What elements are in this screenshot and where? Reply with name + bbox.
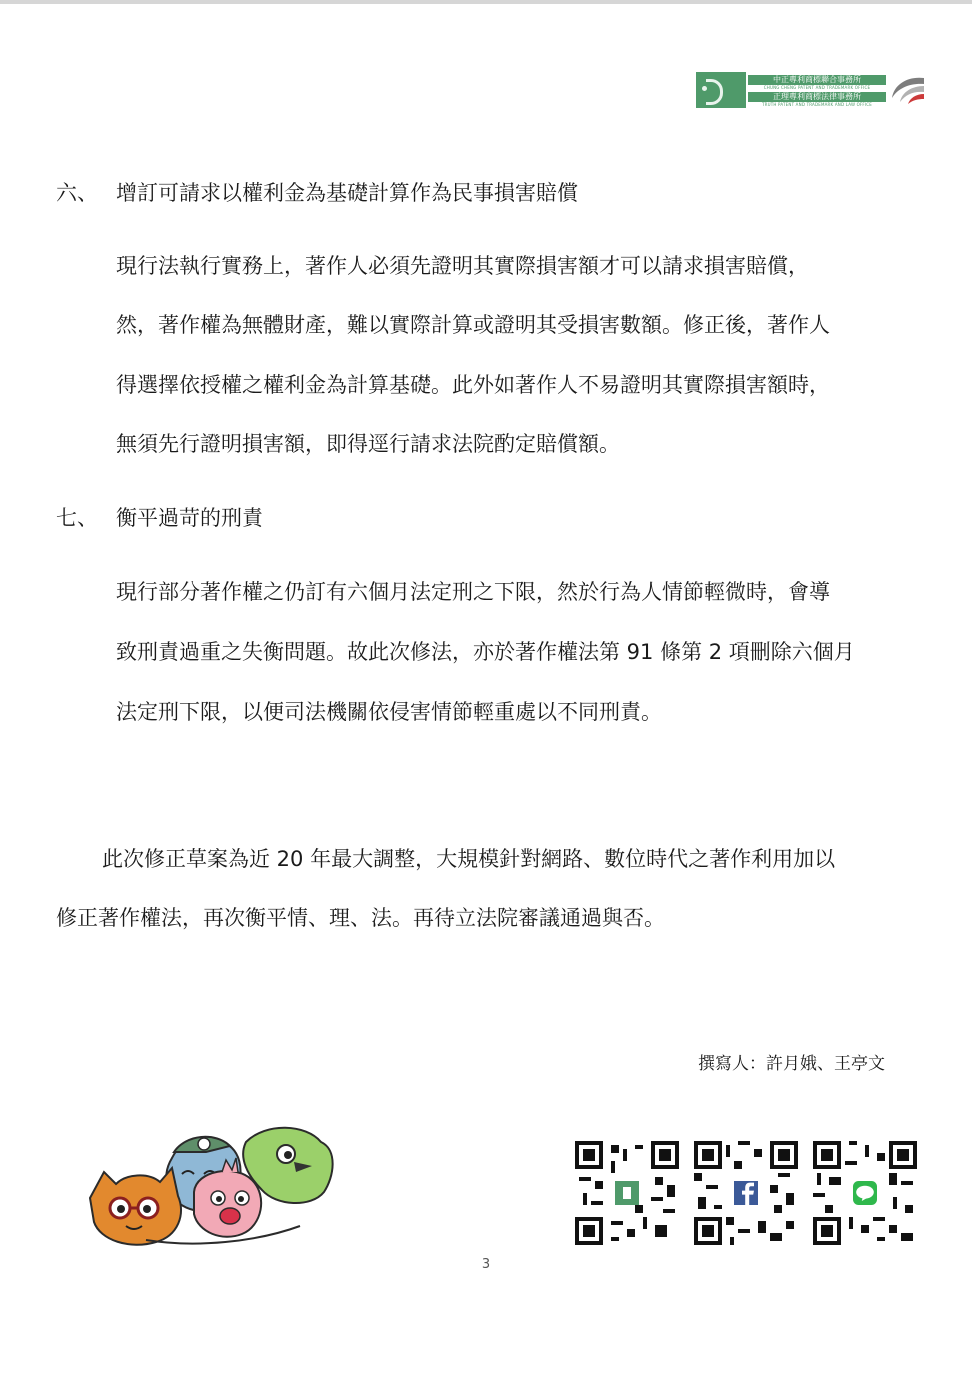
facebook-qr-code[interactable]: [694, 1141, 798, 1245]
paragraph-line: 現行部分著作權之仍訂有六個月法定刑之下限，然於行為人情節輕微時，會導: [116, 580, 830, 604]
conclusion-line: 修正著作權法，再次衡平情、理、法。再待立法院審議通過與否。: [56, 906, 665, 930]
line-qr-code[interactable]: [813, 1141, 917, 1245]
logo-line1: 中正專利商標聯合事務所: [748, 75, 886, 85]
top-divider: [0, 0, 972, 4]
section-number: 六、: [56, 181, 98, 205]
author-signature: 撰寫人：許月娥、王亭文: [698, 1054, 885, 1074]
page-number: 3: [481, 1257, 491, 1272]
logo-line2-en: TRUTH PATENT AND TRADEMARK AND LAW OFFICE: [761, 102, 873, 107]
swoosh-icon: [888, 74, 926, 106]
paragraph-line: 法定刑下限，以便司法機關依侵害情節輕重處以不同刑責。: [116, 700, 662, 724]
paragraph-line: 得選擇依授權之權利金為計算基礎。此外如著作人不易證明其實際損害額時，: [116, 373, 830, 397]
office-qr-code[interactable]: [575, 1141, 679, 1245]
paragraph-line: 無須先行證明損害額，即得逕行請求法院酌定賠償額。: [116, 432, 620, 456]
paragraph-line: 現行法執行實務上，著作人必須先證明其實際損害額才可以請求損害賠償，: [116, 254, 809, 278]
firm-logo: [696, 72, 928, 110]
section-number: 七、: [56, 506, 98, 530]
section-heading-7: [56, 505, 263, 531]
paragraph-line: 然，著作權為無體財產，難以實際計算或證明其受損害數額。修正後，著作人: [116, 313, 830, 337]
section-title: 衡平過苛的刑責: [116, 506, 263, 530]
paragraph-line: 致刑責過重之失衡問題。故此次修法，亦於著作權法第 91 條第 2 項刪除六個月: [116, 640, 855, 664]
section-heading-6: [56, 180, 578, 206]
mascot-group-image: [86, 1122, 342, 1252]
firm-logo-mark-icon: [696, 72, 746, 108]
line-icon: [853, 1181, 877, 1205]
conclusion-line: 此次修正草案為近 20 年最大調整，大規模針對網路、數位時代之著作利用加以: [102, 847, 836, 871]
logo-line2: 正理專利商標法律事務所: [748, 92, 886, 102]
logo-line1-en: CHUNG CHENG PATENT AND TRADEMARK OFFICE: [763, 85, 871, 90]
section-title: 增訂可請求以權利金為基礎計算作為民事損害賠償: [116, 181, 578, 205]
facebook-icon: [734, 1181, 758, 1205]
